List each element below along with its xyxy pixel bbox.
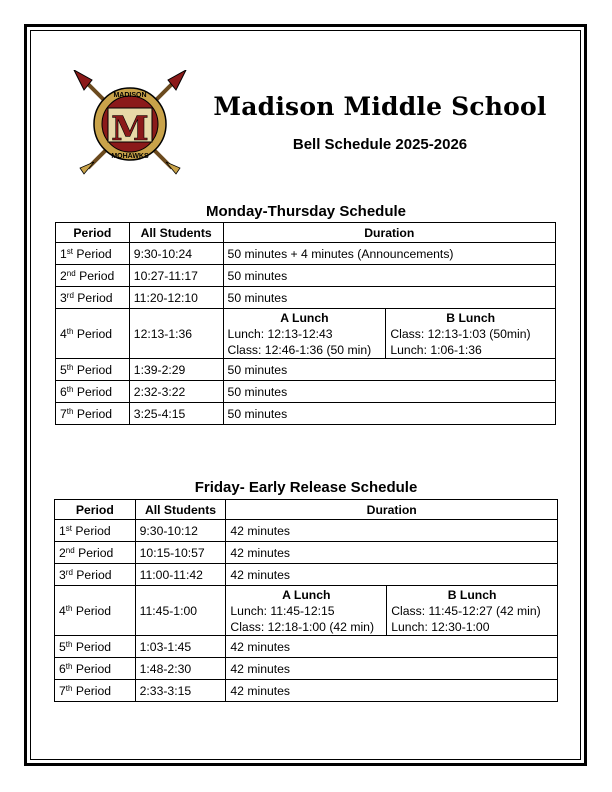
period-cell: 4th Period <box>55 586 136 636</box>
duration-cell: 42 minutes <box>226 542 558 564</box>
duration-cell: 50 minutes <box>223 381 555 403</box>
duration-cell: 50 minutes <box>223 265 555 287</box>
col-header-duration: Duration <box>226 500 558 520</box>
table-row-fourth-period <box>55 586 558 636</box>
time-cell: 10:15-10:57 <box>135 542 226 564</box>
friday-title: Friday- Early Release Schedule <box>194 479 418 496</box>
duration-cell: 50 minutes <box>223 359 555 381</box>
a-lunch-cell <box>226 586 387 636</box>
b-lunch-cell <box>386 309 556 359</box>
col-header-duration: Duration <box>223 223 555 243</box>
time-cell: 11:45-1:00 <box>135 586 226 636</box>
duration-cell: 50 minutes <box>223 287 555 309</box>
table-row <box>55 680 558 702</box>
duration-cell: 42 minutes <box>226 636 558 658</box>
table-row <box>56 403 556 425</box>
time-cell: 3:25-4:15 <box>129 403 223 425</box>
b-lunch-line: Lunch: 12:30-1:00 <box>391 620 490 634</box>
time-cell: 11:20-12:10 <box>129 287 223 309</box>
schedule-subtitle: Bell Schedule 2025-2026 <box>292 136 468 153</box>
time-cell: 9:30-10:24 <box>129 243 223 265</box>
logo-top-text: MADISON <box>113 92 147 99</box>
a-lunch-line: Lunch: 11:45-12:15 <box>230 604 335 618</box>
logo-letter: M <box>111 109 149 149</box>
mon-thu-table <box>55 222 556 425</box>
time-cell: 2:32-3:22 <box>129 381 223 403</box>
duration-cell: 50 minutes <box>223 403 555 425</box>
duration-cell: 42 minutes <box>226 658 558 680</box>
feather-right-icon <box>80 162 94 174</box>
logo-bottom-text: MOHAWKS <box>111 153 149 160</box>
time-cell: 1:39-2:29 <box>129 359 223 381</box>
b-lunch-line: Class: 11:45-12:27 (42 min) <box>391 604 541 618</box>
time-cell: 11:00-11:42 <box>135 564 226 586</box>
a-lunch-line: Class: 12:18-1:00 (42 min) <box>230 620 375 634</box>
period-cell: 2nd Period <box>55 542 136 564</box>
time-cell: 1:03-1:45 <box>135 636 226 658</box>
table-header-row <box>56 223 556 243</box>
table-row <box>55 564 558 586</box>
table-row <box>56 243 556 265</box>
b-lunch-title: B Lunch <box>447 588 497 602</box>
school-logo <box>70 70 190 178</box>
period-cell: 5th Period <box>56 359 130 381</box>
table-row <box>56 381 556 403</box>
period-cell: 6th Period <box>56 381 130 403</box>
time-cell: 10:27-11:17 <box>129 265 223 287</box>
col-header-all-students: All Students <box>129 223 223 243</box>
col-header-period: Period <box>56 223 130 243</box>
table-row <box>55 636 558 658</box>
duration-cell: 42 minutes <box>226 564 558 586</box>
table-row <box>56 359 556 381</box>
table-header-row <box>55 500 558 520</box>
table-row <box>56 265 556 287</box>
col-header-period: Period <box>55 500 136 520</box>
period-cell: 7th Period <box>56 403 130 425</box>
duration-cell: 42 minutes <box>226 680 558 702</box>
time-cell: 2:33-3:15 <box>135 680 226 702</box>
table-row <box>56 287 556 309</box>
period-cell: 7th Period <box>55 680 136 702</box>
school-name: Madison Middle School <box>213 92 547 121</box>
period-cell: 2nd Period <box>56 265 130 287</box>
b-lunch-line: Lunch: 1:06-1:36 <box>390 343 482 357</box>
a-lunch-title: A Lunch <box>282 588 331 602</box>
period-cell: 3rd Period <box>56 287 130 309</box>
feather-left-icon <box>166 162 180 174</box>
b-lunch-title: B Lunch <box>446 311 496 325</box>
period-cell: 1st Period <box>55 520 136 542</box>
a-lunch-cell <box>223 309 386 359</box>
table-row <box>55 542 558 564</box>
table-row <box>55 520 558 542</box>
duration-cell: 50 minutes + 4 minutes (Announcements) <box>223 243 555 265</box>
period-cell: 1st Period <box>56 243 130 265</box>
a-lunch-line: Class: 12:46-1:36 (50 min) <box>227 343 372 357</box>
b-lunch-cell <box>387 586 558 636</box>
period-cell: 3rd Period <box>55 564 136 586</box>
col-header-all-students: All Students <box>135 500 226 520</box>
duration-cell: 42 minutes <box>226 520 558 542</box>
time-cell: 12:13-1:36 <box>129 309 223 359</box>
friday-table <box>54 499 558 702</box>
period-cell: 4th Period <box>56 309 130 359</box>
mon-thu-title: Monday-Thursday Schedule <box>205 203 407 220</box>
period-cell: 6th Period <box>55 658 136 680</box>
b-lunch-line: Class: 12:13-1:03 (50min) <box>390 327 531 341</box>
time-cell: 1:48-2:30 <box>135 658 226 680</box>
table-row-fourth-period <box>56 309 556 359</box>
table-row <box>55 658 558 680</box>
period-cell: 5th Period <box>55 636 136 658</box>
time-cell: 9:30-10:12 <box>135 520 226 542</box>
a-lunch-title: A Lunch <box>280 311 329 325</box>
a-lunch-line: Lunch: 12:13-12:43 <box>227 327 333 341</box>
